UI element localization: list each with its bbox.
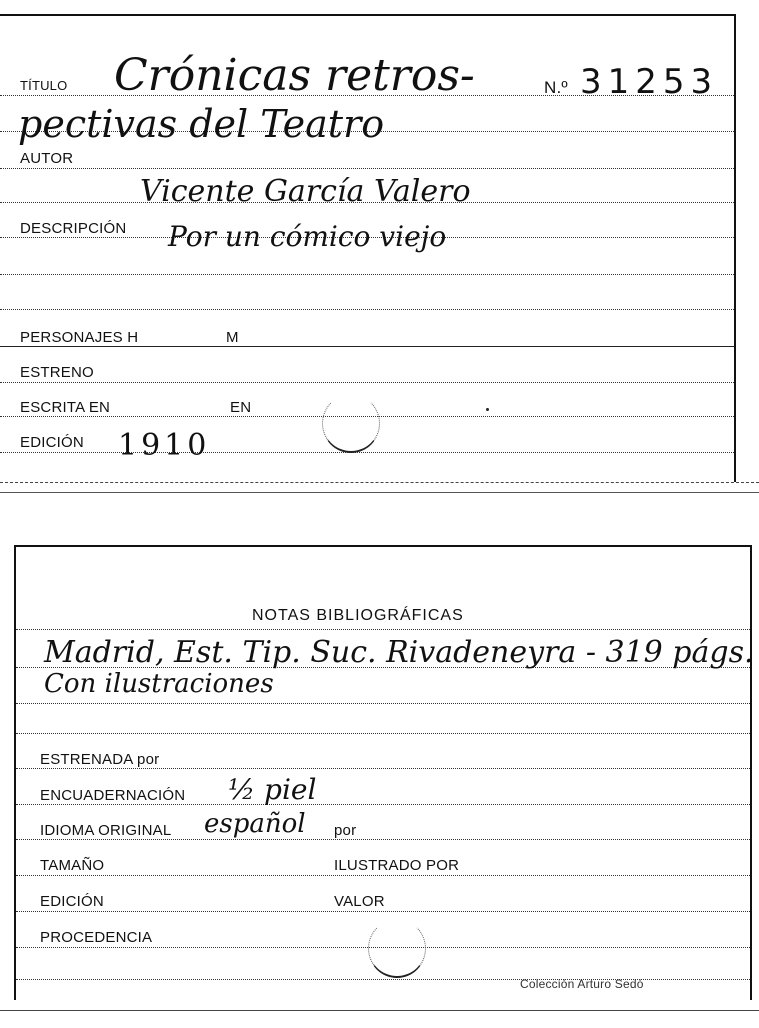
edition-rule [16, 911, 750, 912]
size-label: TAMAÑO [40, 857, 105, 874]
notes-rule-3 [16, 703, 750, 704]
card-cut-line-2 [0, 492, 759, 493]
original-language-label: IDIOMA ORIGINAL [40, 822, 172, 839]
binding-value: ½ piel [228, 773, 317, 806]
catalog-card-front [0, 14, 736, 482]
characters-women-label: M [226, 329, 239, 346]
edition-rule [0, 452, 734, 453]
written-in-2-label: EN [230, 399, 252, 416]
value-label: VALOR [334, 893, 385, 910]
characters-men-label: PERSONAJES H [20, 329, 139, 346]
premiered-by-rule [16, 768, 750, 769]
catalog-number-value: 31253 [580, 62, 719, 102]
binding-label: ENCUADERNACIÓN [40, 787, 186, 804]
title-value-line2: pectivas del Teatro [18, 102, 385, 146]
notes-value-line1: Madrid, Est. Tip. Suc. Rivadeneyra - 319 págs. [44, 635, 754, 670]
ink-speck [486, 408, 489, 411]
size-rule [16, 875, 750, 876]
characters-rule [0, 346, 734, 347]
written-in-label: ESCRITA EN [20, 399, 111, 416]
original-language-value: español [204, 809, 306, 839]
description-rule-2 [0, 274, 734, 275]
premiered-by-label: ESTRENADA por [40, 751, 160, 768]
punch-hole [322, 394, 380, 453]
notes-value-line2: Con ilustraciones [44, 669, 274, 699]
notes-rule-4 [16, 733, 750, 734]
language-by-label: por [334, 822, 357, 839]
premiere-label: ESTRENO [20, 364, 94, 381]
description-label: DESCRIPCIÓN [20, 220, 127, 237]
premiere-rule [0, 382, 734, 383]
punch-hole [368, 919, 426, 978]
description-value: Por un cómico viejo [168, 220, 447, 253]
notes-rule [16, 629, 750, 630]
author-value: Vicente García Valero [140, 174, 471, 209]
collection-stamp: Colección Arturo Sedó [520, 977, 644, 991]
edition-label: EDICIÓN [20, 434, 84, 451]
provenance-label: PROCEDENCIA [40, 929, 153, 946]
card-cut-line [0, 482, 759, 483]
author-rule [0, 168, 734, 169]
description-rule-3 [0, 309, 734, 310]
binding-rule [16, 804, 750, 805]
title-value-line1: Crónicas retros- [114, 50, 475, 101]
title-label: TÍTULO [20, 78, 68, 93]
page-bottom-line [0, 1010, 759, 1011]
illustrated-by-label: ILUSTRADO POR [334, 857, 460, 874]
number-label: N.º [544, 78, 568, 97]
catalog-card-back [14, 545, 752, 1000]
bibliographic-notes-heading: NOTAS BIBLIOGRÁFICAS [252, 607, 464, 624]
edition-year-value: 1910 [118, 428, 211, 463]
author-label: AUTOR [20, 150, 74, 167]
language-rule [16, 839, 750, 840]
edition-label: EDICIÓN [40, 893, 104, 910]
